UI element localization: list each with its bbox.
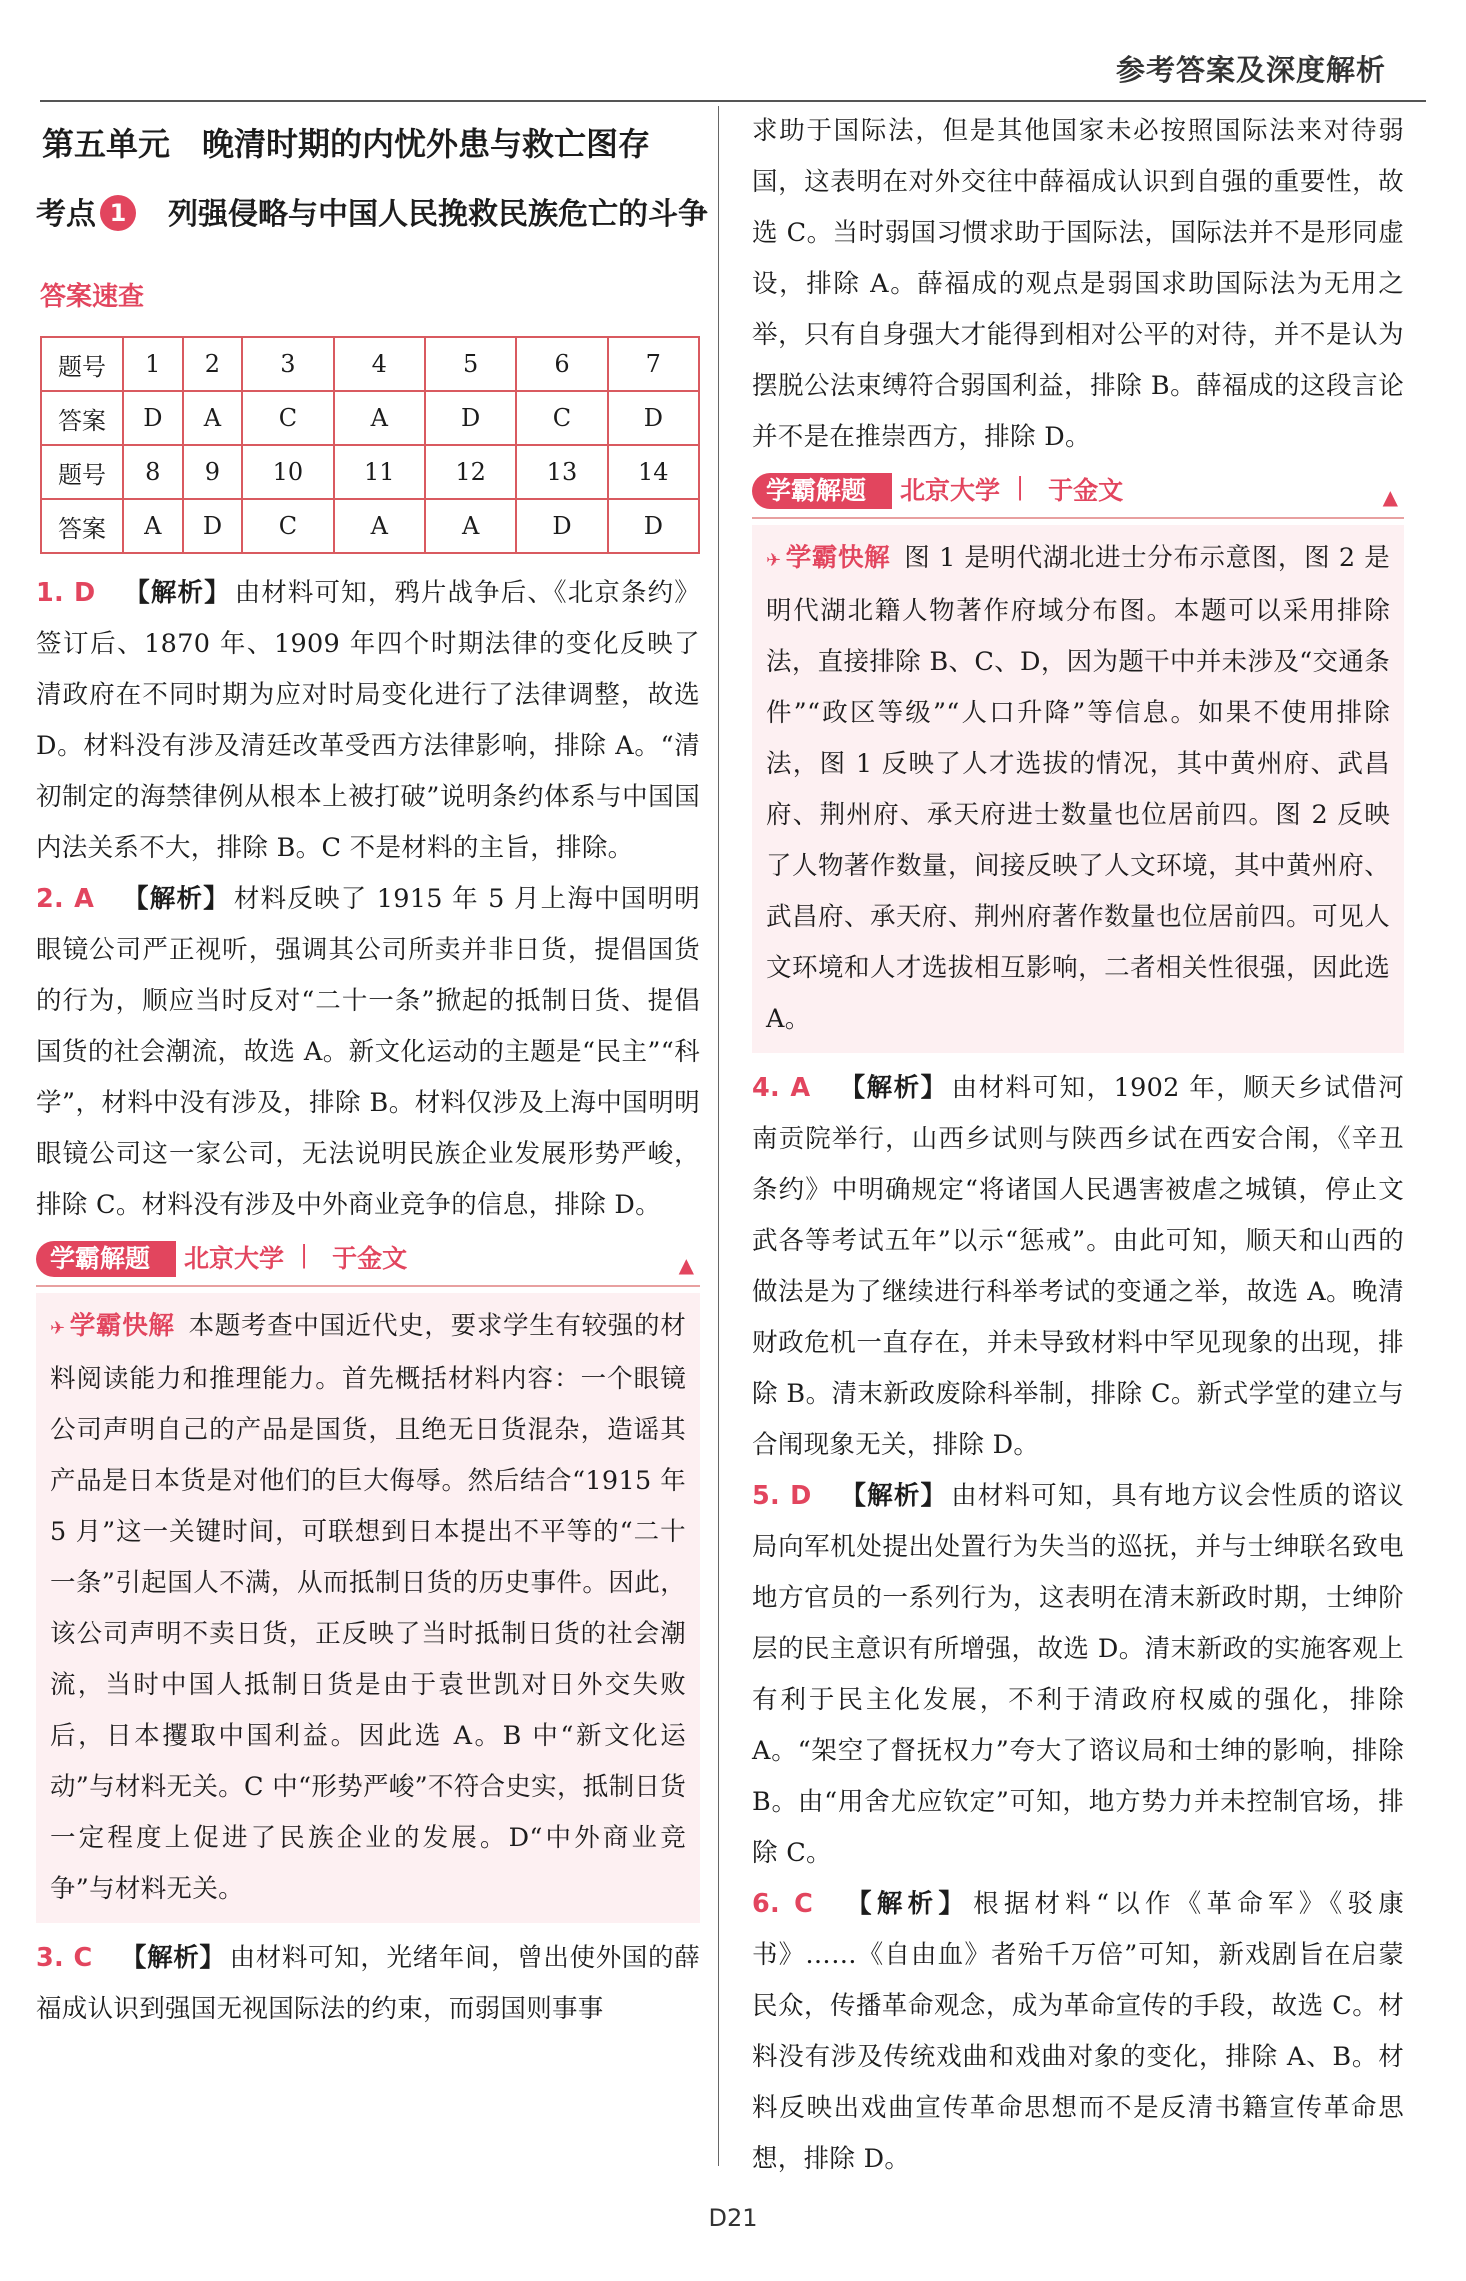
- answer-section-title: 答案速查: [40, 282, 145, 312]
- q1-answer: 1. D: [36, 578, 96, 608]
- answer-table-row: [41, 337, 699, 391]
- jiexi-tag: 【解析】: [122, 884, 230, 914]
- answer-cell: C: [242, 499, 333, 553]
- q6-explanation: [752, 1879, 1404, 2185]
- answer-cell: 5: [425, 337, 516, 391]
- xueba-kuaijie-label: 学霸快解: [785, 543, 891, 573]
- answer-cell: A: [334, 499, 425, 553]
- answer-cell: A: [183, 391, 243, 445]
- triangle-icon: ▲: [1382, 485, 1398, 509]
- q5-explanation: [752, 1471, 1404, 1879]
- xueba-box-q2: [36, 1293, 700, 1923]
- q4-explanation: [752, 1063, 1404, 1471]
- q1-text: 由材料可知，鸦片战争后、《北京条约》签订后、1870 年、1909 年四个时期法律的变化反映了清政府在不同时期为应对时局变化进行了法律调整，故选 D。材料没有涉及清廷改革受西方法律影响，排除 A。“清初制定的海禁律例从根本上被打破”说明条约体系与中国国内法关系不大，排除 B。C 不是材料的主旨，排除。: [36, 578, 700, 863]
- q2-explanation: [36, 874, 700, 1231]
- answer-table-row: [41, 499, 699, 553]
- column-divider: [718, 106, 719, 2166]
- q5-text: 由材料可知，具有地方议会性质的谘议局向军机处提出处置行为失当的巡抚，并与士绅联名致电地方官员的一系列行为，这表明在清末新政时期，士绅阶层的民主意识有所增强，故选 D。清末新政的实施客观上有利于民主化发展，不利于清政府权威的强化，排除 A。“架空了督抚权力”夸大了谘议局和士绅的影响，排除 B。由“用舍尤应钦定”可知，地方势力并未控制官场，排除 C。: [752, 1481, 1404, 1868]
- row-header: 题号: [41, 445, 123, 499]
- answer-cell: 11: [334, 445, 425, 499]
- answer-cell: 2: [183, 337, 243, 391]
- answer-cell: A: [425, 499, 516, 553]
- answer-table-row: [41, 391, 699, 445]
- q2-text: 材料反映了 1915 年 5 月上海中国明明眼镜公司严正视听，强调其公司所卖并非日货，提倡国货的行为，顺应当时反对“二十一条”掀起的抵制日货、提倡国货的社会潮流，故选 A。新文化运动的主题是“民主”“科学”，材料中没有涉及，排除 B。材料仅涉及上海中国明明眼镜公司这一家公司，无法说明民族企业发展形势严峻，排除 C。材料没有涉及中外商业竞争的信息，排除 D。: [36, 884, 700, 1220]
- answer-cell: 12: [425, 445, 516, 499]
- plane-icon: ✈: [766, 550, 782, 571]
- xueba-band: [752, 473, 1404, 519]
- answer-cell: 13: [516, 445, 607, 499]
- left-column: [36, 106, 708, 2035]
- q3-text-part1: 由材料可知，光绪年间，曾出使外国的薛福成认识到强国无视国际法的约束，而弱国则事事: [36, 1943, 700, 2024]
- q4-text: 由材料可知，1902 年，顺天乡试借河南贡院举行，山西乡试则与陕西乡试在西安合闱，《辛丑条约》中明确规定“将诸国人民遇害被虐之城镇，停止文武各等考试五年”以示“惩戒”。由此可知，顺天和山西的做法是为了继续进行科举考试的变通之举，故选 A。晚清财政危机一直存在，并未导致材料中罕见现象的出现，排除 B。清末新政废除科举制，排除 C。新式学堂的建立与合闱现象无关，排除 D。: [752, 1073, 1405, 1460]
- q2-xueba-text: 本题考查中国近代史，要求学生有较强的材料阅读能力和推理能力。首先概括材料内容：一个眼镜公司声明自己的产品是国货，且绝无日货混杂，造谣其产品是日本货是对他们的巨大侮辱。然后结合“1915 年 5 月”这一关键时间，可联想到日本提出不平等的“二十一条”引起国人不满，从而抵制日货的历史事件。因此，该公司声明不卖日货，正反映了当时抵制日货的社会潮流，当时中国人抵制日货是由于袁世凯对日外交失败后，日本攫取中国利益。因此选 A。B 中“新文化运动”与材料无关。C 中“形势严峻”不符合史实，抵制日货一定程度上促进了民族企业的发展。D“中外商业竞争”与材料无关。: [50, 1311, 687, 1904]
- answer-cell: A: [334, 391, 425, 445]
- xueba-band-label: 学霸解题: [752, 473, 892, 509]
- kaodian-heading: [36, 182, 708, 248]
- answer-table: [40, 336, 700, 554]
- q3-answer: 3. C: [36, 1943, 93, 1973]
- q2-answer: 2. A: [36, 884, 95, 914]
- answer-cell: 3: [242, 337, 333, 391]
- answer-cell: 14: [608, 445, 699, 499]
- xueba-box-q3: [752, 525, 1404, 1053]
- q3-text-part2: 求助于国际法，但是其他国家未必按照国际法来对待弱国，这表明在对外交往中薛福成认识到自强的重要性，故选 C。当时弱国习惯求助于国际法，国际法并不是形同虚设，排除 A。薛福成的观点是弱国求助国际法为无用之举，只有自身强大才能得到相对公平的对待，并不是认为摆脱公法束缚符合弱国利益，排除 B。薛福成的这段言论并不是在推崇西方，排除 D。: [752, 116, 1404, 452]
- xueba-kuaijie-label: 学霸快解: [69, 1311, 175, 1341]
- answer-cell: D: [516, 499, 607, 553]
- row-header: 答案: [41, 499, 123, 553]
- q3-xueba-text: 图 1 是明代湖北进士分布示意图，图 2 是明代湖北籍人物著作府域分布图。本题可以采用排除法，直接排除 B、C、D，因为题干中并未涉及“交通条件”“政区等级”“人口升降”等信息。如果不使用排除法，图 1 反映了人才选拔的情况，其中黄州府、武昌府、荆州府、承天府进士数量也位居前四。图 2 反映了人物著作数量，间接反映了人文环境，其中黄州府、武昌府、承天府、荆州府著作数量也位居前四。可见人文环境和人才选拔相互影响，二者相关性很强，因此选 A。: [766, 543, 1390, 1034]
- unit-title: 第五单元 晚清时期的内忧外患与救亡图存: [42, 125, 651, 163]
- answer-table-row: [41, 445, 699, 499]
- q3-explanation: [36, 1933, 700, 2035]
- jiexi-tag: 【解析】: [123, 578, 231, 608]
- answer-cell: D: [425, 391, 516, 445]
- xueba-band: [36, 1241, 700, 1287]
- row-header: 题号: [41, 337, 123, 391]
- q6-answer: 6. C: [752, 1889, 814, 1919]
- jiexi-tag: 【解析】: [839, 1481, 948, 1511]
- answer-cell: 1: [123, 337, 183, 391]
- q5-answer: 5. D: [752, 1481, 812, 1511]
- header-title: 参考答案及深度解析: [1115, 53, 1386, 87]
- q4-answer: 4. A: [752, 1073, 811, 1103]
- kaodian-label: 考点: [36, 197, 96, 232]
- answer-cell: 10: [242, 445, 333, 499]
- kaodian-title: 列强侵略与中国人民挽救民族危亡的斗争: [168, 197, 708, 232]
- triangle-icon: ▲: [678, 1253, 694, 1277]
- answer-cell: A: [123, 499, 183, 553]
- plane-icon: ✈: [50, 1318, 66, 1339]
- answer-cell: C: [516, 391, 607, 445]
- right-column: [752, 106, 1404, 2185]
- answer-cell: 9: [183, 445, 243, 499]
- row-header: 答案: [41, 391, 123, 445]
- q6-text: 根据材料“以作《革命军》《驳康书》……《自由血》者殆千万倍”可知，新戏剧旨在启蒙民众，传播革命观念，成为革命宣传的手段，故选 C。材料没有涉及传统戏曲和戏曲对象的变化，排除 A、B。材料反映出戏曲宣传革命思想而不是反清书籍宣传革命思想，排除 D。: [752, 1889, 1405, 2174]
- answer-cell: D: [608, 391, 699, 445]
- jiexi-tag: 【解析】: [841, 1889, 970, 1919]
- xueba-band-label: 学霸解题: [36, 1241, 176, 1277]
- answer-cell: D: [123, 391, 183, 445]
- xueba-name: 于金文: [1048, 476, 1124, 505]
- q3-explanation-cont: [752, 106, 1404, 463]
- answer-cell: 6: [516, 337, 607, 391]
- xueba-name: 于金文: [332, 1244, 408, 1273]
- xueba-school: 北京大学: [900, 476, 1001, 505]
- page-number: D21: [708, 2204, 758, 2232]
- xueba-school: 北京大学: [184, 1244, 285, 1273]
- q1-explanation: [36, 568, 700, 874]
- kaodian-number-badge: 1: [100, 195, 136, 231]
- answer-cell: C: [242, 391, 333, 445]
- band-separator: |: [1016, 473, 1025, 501]
- answer-cell: 7: [608, 337, 699, 391]
- answer-cell: 4: [334, 337, 425, 391]
- answer-cell: 8: [123, 445, 183, 499]
- header-rule: [40, 100, 1426, 102]
- answer-cell: D: [183, 499, 243, 553]
- answer-cell: D: [608, 499, 699, 553]
- jiexi-tag: 【解析】: [120, 1943, 226, 1973]
- jiexi-tag: 【解析】: [838, 1073, 948, 1103]
- band-separator: |: [300, 1241, 309, 1269]
